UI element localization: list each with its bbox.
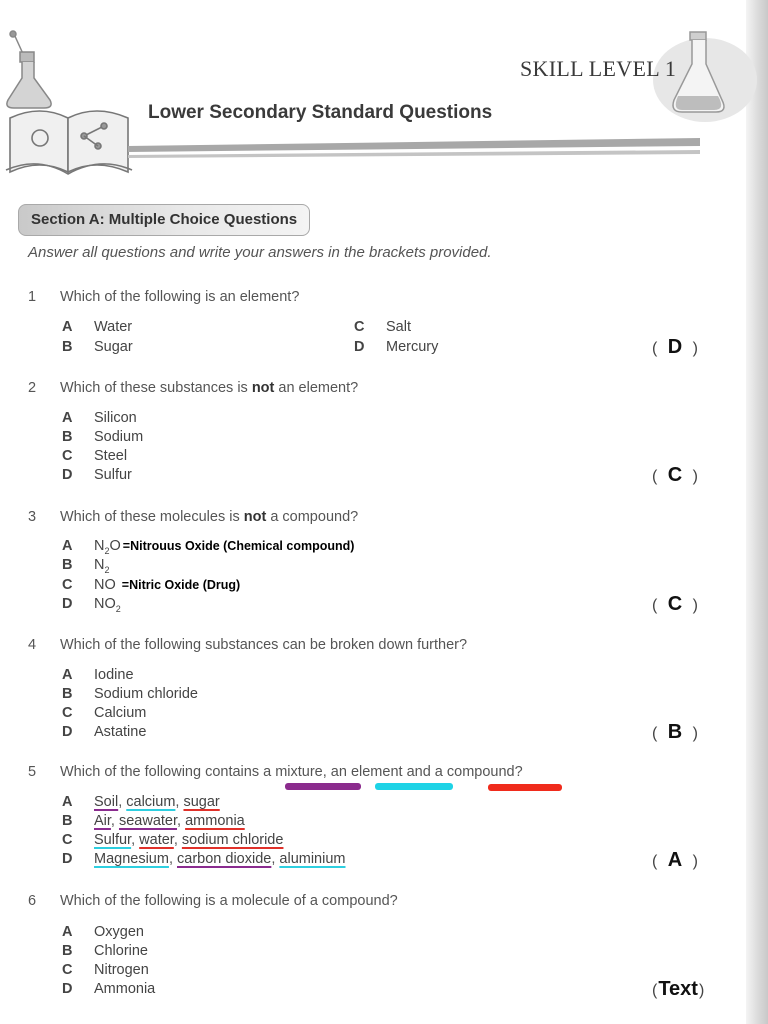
question-stem: Which of the following is an element? [60, 289, 300, 305]
option-text: Nitrogen [94, 962, 149, 978]
option-text: Chlorine [94, 943, 148, 959]
option-letter: B [62, 813, 73, 829]
option-letter: C [62, 705, 73, 721]
compound-highlight [488, 784, 562, 791]
option-letter: C [62, 577, 73, 593]
option-text: Calcium [94, 705, 147, 721]
option-letter: D [62, 467, 73, 483]
question-stem: Which of the following contains a mixture, an element and a compound? [60, 764, 523, 780]
option-text: Steel [94, 448, 128, 464]
instructions: Answer all questions and write your answers in the brackets provided. [28, 244, 492, 261]
option-letter: D [62, 851, 73, 867]
option-letter: A [62, 319, 73, 335]
option-letter: B [62, 429, 73, 445]
section-badge: Section A: Multiple Choice Questions [18, 204, 310, 236]
option-text: Salt [386, 319, 411, 335]
answer-value: D [667, 336, 683, 358]
option-letter: B [62, 557, 73, 573]
answer-bracket[interactable]: ( B ) [652, 721, 699, 743]
option-text: Magnesium, carbon dioxide, aluminium [94, 851, 346, 867]
option-text: $NO_2$ [94, 596, 121, 614]
option-letter: C [354, 319, 365, 335]
question-number: 3 [28, 509, 37, 525]
skill-level-label: SKILL LEVEL 1 [520, 56, 677, 81]
question-number: 1 [28, 289, 37, 305]
answer-value: Text [658, 978, 698, 1000]
option-letter: B [62, 686, 73, 702]
option-letter: A [62, 794, 73, 810]
option-letter: C [62, 962, 73, 978]
question-number: 5 [28, 764, 37, 780]
option-text: Mercury [386, 339, 439, 355]
option-text: Silicon [94, 410, 137, 426]
option-letter: D [62, 981, 73, 997]
option-text: Sugar [94, 339, 133, 355]
option-text: Oxygen [94, 924, 144, 940]
answer-bracket[interactable]: ( D ) [652, 336, 699, 358]
option-text: Sodium chloride [94, 686, 198, 702]
page-title: Lower Secondary Standard Questions [148, 102, 493, 123]
question-stem: Which of these molecules is not a compound? [60, 509, 359, 525]
answer-bracket[interactable]: (Text) [652, 978, 705, 1000]
option-text: $N_2O$ =Nitrouus Oxide (Chemical compound) [94, 538, 355, 556]
option-letter: B [62, 943, 73, 959]
flask-icon-left [7, 31, 51, 108]
question-stem: Which of these substances is not an element? [60, 380, 359, 396]
option-text: Sulfur [94, 467, 132, 483]
option-text: Astatine [94, 724, 147, 740]
option-letter: B [62, 339, 73, 355]
option-text: Water [94, 319, 133, 335]
answer-value: C [667, 593, 683, 615]
option-text: $N_2$ [94, 557, 110, 575]
question-number: 6 [28, 893, 37, 909]
option-text: NO =Nitric Oxide (Drug) [94, 577, 241, 593]
option-text: Soil, calcium, sugar [94, 794, 220, 810]
question-stem: Which of the following substances can be broken down further? [60, 637, 468, 653]
header-banner [0, 0, 768, 190]
answer-bracket[interactable]: ( A ) [652, 849, 699, 871]
option-letter: A [62, 667, 73, 683]
book-icon [6, 111, 132, 174]
answer-value: A [667, 849, 683, 871]
answer-bracket[interactable]: ( C ) [652, 593, 699, 615]
option-letter: A [62, 924, 73, 940]
option-letter: D [354, 339, 365, 355]
question-stem: Which of the following is a molecule of a compound? [60, 893, 398, 909]
option-text: Sodium [94, 429, 144, 445]
option-letter: D [62, 724, 73, 740]
handwritten-note: =Nitrouus Oxide (Chemical compound) [122, 539, 355, 553]
option-text: Sulfur, water, sodium chloride [94, 832, 284, 848]
option-letter: A [62, 410, 73, 426]
question-number: 4 [28, 637, 37, 653]
question-number: 2 [28, 380, 37, 396]
option-letter: C [62, 448, 73, 464]
option-text: Air, seawater, ammonia [94, 813, 245, 829]
option-letter: C [62, 832, 73, 848]
answer-value: B [667, 721, 683, 743]
answer-value: C [667, 464, 683, 486]
option-text: Ammonia [94, 981, 156, 997]
handwritten-note: =Nitric Oxide (Drug) [121, 578, 241, 592]
option-letter: D [62, 596, 73, 612]
option-text: Iodine [94, 667, 134, 683]
option-letter: A [62, 538, 73, 554]
mixture-highlight [285, 783, 361, 790]
element-highlight [375, 783, 453, 790]
answer-bracket[interactable]: ( C ) [652, 464, 699, 486]
